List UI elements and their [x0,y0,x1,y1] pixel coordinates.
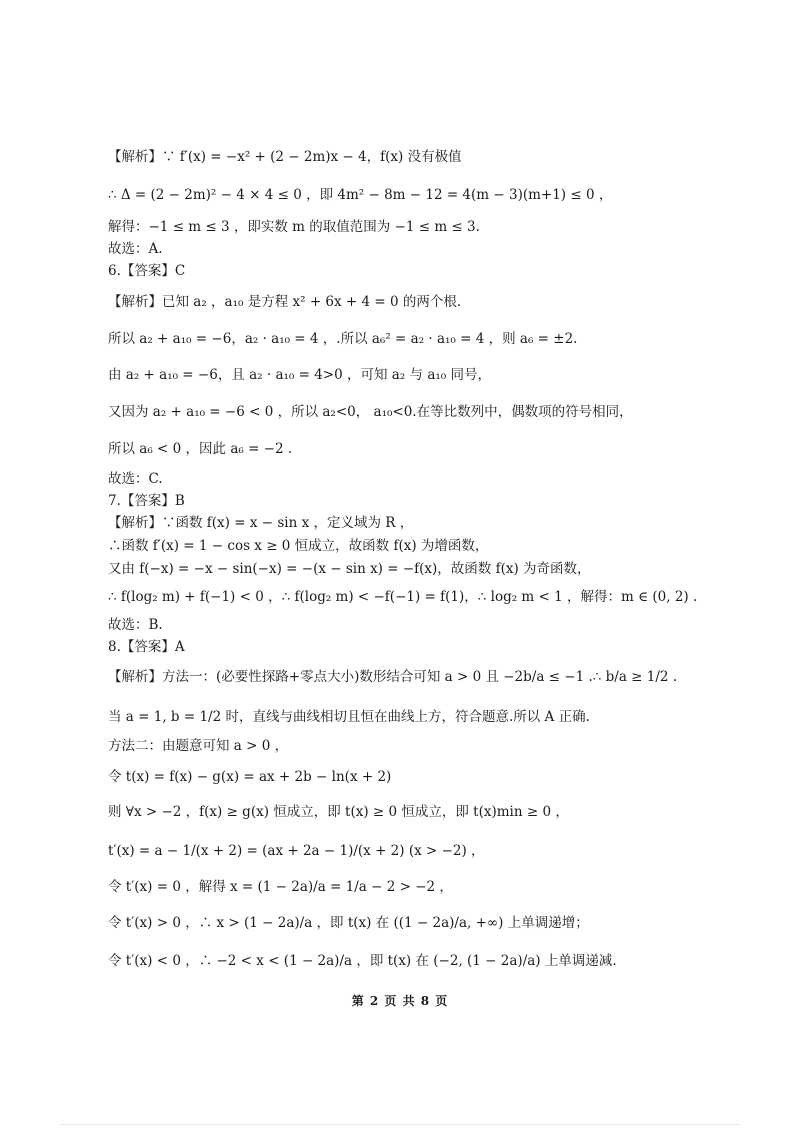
answer-heading: 7.【答案】B [108,493,185,509]
text-line: 故选：C. [108,471,163,487]
text-line: 又因为 a₂ + a₁₀ = −6 < 0 ，所以 a₂<0， a₁₀<0.在等比数列中，偶数项的符号相同， [108,404,633,420]
divider [60,1124,740,1125]
text-line: 【解析】方法一：(必要性探路+零点大小)数形结合可知 a > 0 且 −2b/a ≤ −1 .∴ b/a ≥ 1/2 . [108,669,678,685]
text-line: 令 t(x) = f(x) − g(x) = ax + 2b − ln(x + 2) [108,769,392,785]
answer-heading: 6.【答案】C [108,263,186,279]
text-line: ∴ f(log₂ m) + f(−1) < 0 ，∴ f(log₂ m) < −f(−1) = f(1)，∴ log₂ m < 1 ，解得：m ∈ (0, 2) . [108,589,698,605]
text-line: 方法二：由题意可知 a > 0 ， [108,738,289,754]
answer-heading: 8.【答案】A [108,639,185,655]
text-line: ∴函数 f′(x) = 1 − cos x ≥ 0 恒成立，故函数 f(x) 为增函数， [108,538,489,554]
text-line: 令 t′(x) > 0 ，∴ x > (1 − 2a)/a ，即 t(x) 在 ((1 − 2a)/a, +∞) 上单调递增； [108,915,589,931]
text-line: 故选：A. [108,241,163,257]
text-line: 当 a = 1, b = 1/2 时，直线与曲线相切且恒在曲线上方，符合题意.所以 A 正确. [108,709,590,725]
text-line: 所以 a₂ + a₁₀ = −6，a₂ · a₁₀ = 4 ，.所以 a₆² = a₂ · a₁₀ = 4 ，则 a₆ = ±2. [108,331,578,347]
text-line: 【解析】已知 a₂ ，a₁₀ 是方程 x² + 6x + 4 = 0 的两个根. [108,294,462,310]
page-footer: 第 2 页 共 8 页 [351,994,449,1008]
text-line: 故选：B. [108,617,163,633]
text-line: 【解析】∵ f′(x) = −x² + (2 − 2m)x − 4，f(x) 没有极值 [108,149,462,165]
text-line: 令 t′(x) = 0 ，解得 x = (1 − 2a)/a = 1/a − 2 > −2 ， [108,879,453,895]
text-line: t′(x) = a − 1/(x + 2) = (ax + 2a − 1)/(x + 2) (x > −2) ， [108,843,485,859]
text-line: 则 ∀x > −2 ，f(x) ≥ g(x) 恒成立，即 t(x) ≥ 0 恒成立，即 t(x)min ≥ 0 ， [108,804,569,820]
text-line: 令 t′(x) < 0 ，∴ −2 < x < (1 − 2a)/a ，即 t(x) 在 (−2, (1 − 2a)/a) 上单调递减. [108,953,617,969]
text-line: ∴ Δ = (2 − 2m)² − 4 × 4 ≤ 0 ，即 4m² − 8m − 12 = 4(m − 3)(m+1) ≤ 0 ， [108,187,613,203]
text-line: 解得：−1 ≤ m ≤ 3 ，即实数 m 的取值范围为 −1 ≤ m ≤ 3. [108,219,480,235]
text-line: 由 a₂ + a₁₀ = −6，且 a₂ · a₁₀ = 4>0 ，可知 a₂ 与 a₁₀ 同号， [108,367,491,383]
text-line: 又由 f(−x) = −x − sin(−x) = −(x − sin x) = −f(x)，故函数 f(x) 为奇函数， [108,561,591,577]
text-line: 所以 a₆ < 0 ，因此 a₆ = −2 . [108,441,293,457]
text-line: 【解析】∵函数 f(x) = x − sin x ，定义域为 R ， [108,515,414,531]
